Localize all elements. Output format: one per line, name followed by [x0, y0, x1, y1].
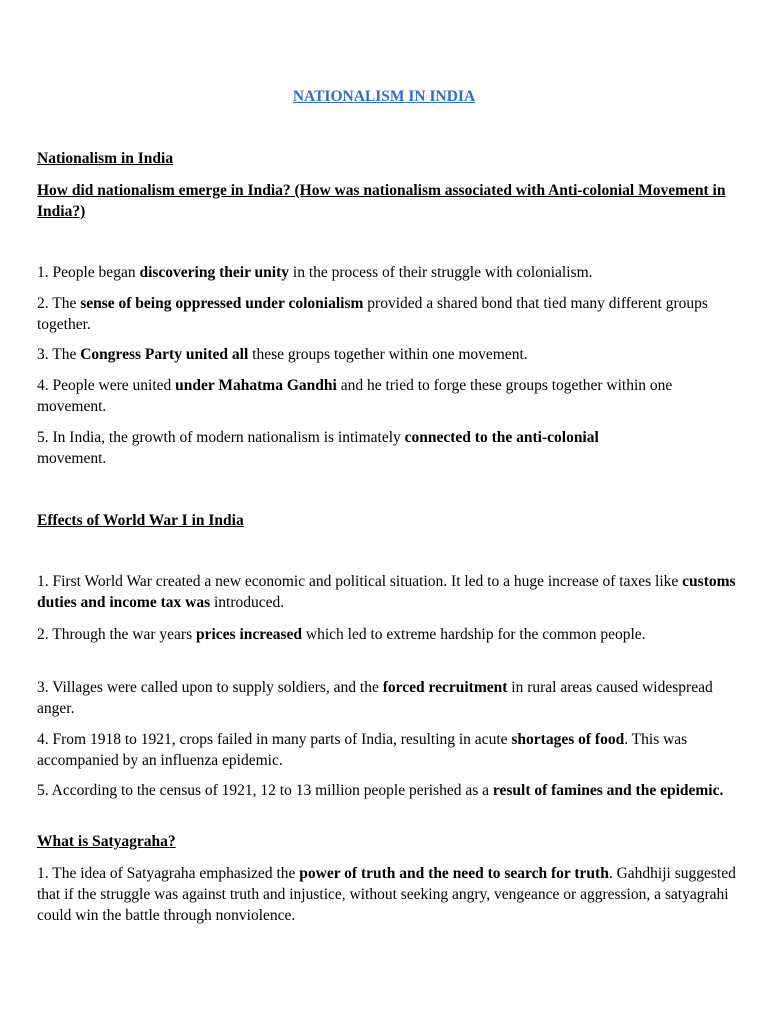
list-item: 2. The sense of being oppressed under colonialism provided a shared bond that tied many different groups together.: [37, 295, 708, 333]
list-item: 5. According to the census of 1921, 12 to 13 million people perished as a result of famines and the epidemic.: [37, 782, 724, 799]
question-heading: How did nationalism emerge in India? (How was nationalism associated with Anti-colonial Movement in India?): [37, 182, 726, 220]
section-heading-nationalism: Nationalism in India: [37, 150, 174, 167]
list-item: 2. Through the war years prices increased which led to extreme hardship for the common people.: [37, 626, 646, 643]
document-title: NATIONALISM IN INDIA: [292, 88, 476, 105]
section-heading-satyagraha: What is Satyagraha?: [37, 833, 176, 850]
section-heading-ww1: Effects of World War I in India: [37, 512, 244, 529]
list-item: 4. From 1918 to 1921, crops failed in many parts of India, resulting in acute shortages of food. This was accompanied by an influenza epidemic.: [37, 731, 688, 769]
list-item: 1. The idea of Satyagraha emphasized the power of truth and the need to search for truth. Gahdhiji suggested that if the struggle was against truth and injustice, without seeking angry, vengeance or aggression, a satyagrahi could win the battle through nonviolence.: [37, 865, 736, 924]
list-item: 1. People began discovering their unity in the process of their struggle with colonialism.: [37, 264, 593, 281]
list-item: 3. The Congress Party united all these groups together within one movement.: [37, 346, 528, 363]
list-item: 3. Villages were called upon to supply soldiers, and the forced recruitment in rural areas caused widespread anger.: [37, 679, 713, 717]
list-item: 4. People were united under Mahatma Gandhi and he tried to forge these groups together within one movement.: [37, 377, 673, 415]
list-item: 5. In India, the growth of modern nationalism is intimately connected to the anti-colonial movement.: [37, 429, 599, 467]
list-item: 1. First World War created a new economic and political situation. It led to a huge increase of taxes like customs duties and income tax was introduced.: [37, 573, 736, 611]
